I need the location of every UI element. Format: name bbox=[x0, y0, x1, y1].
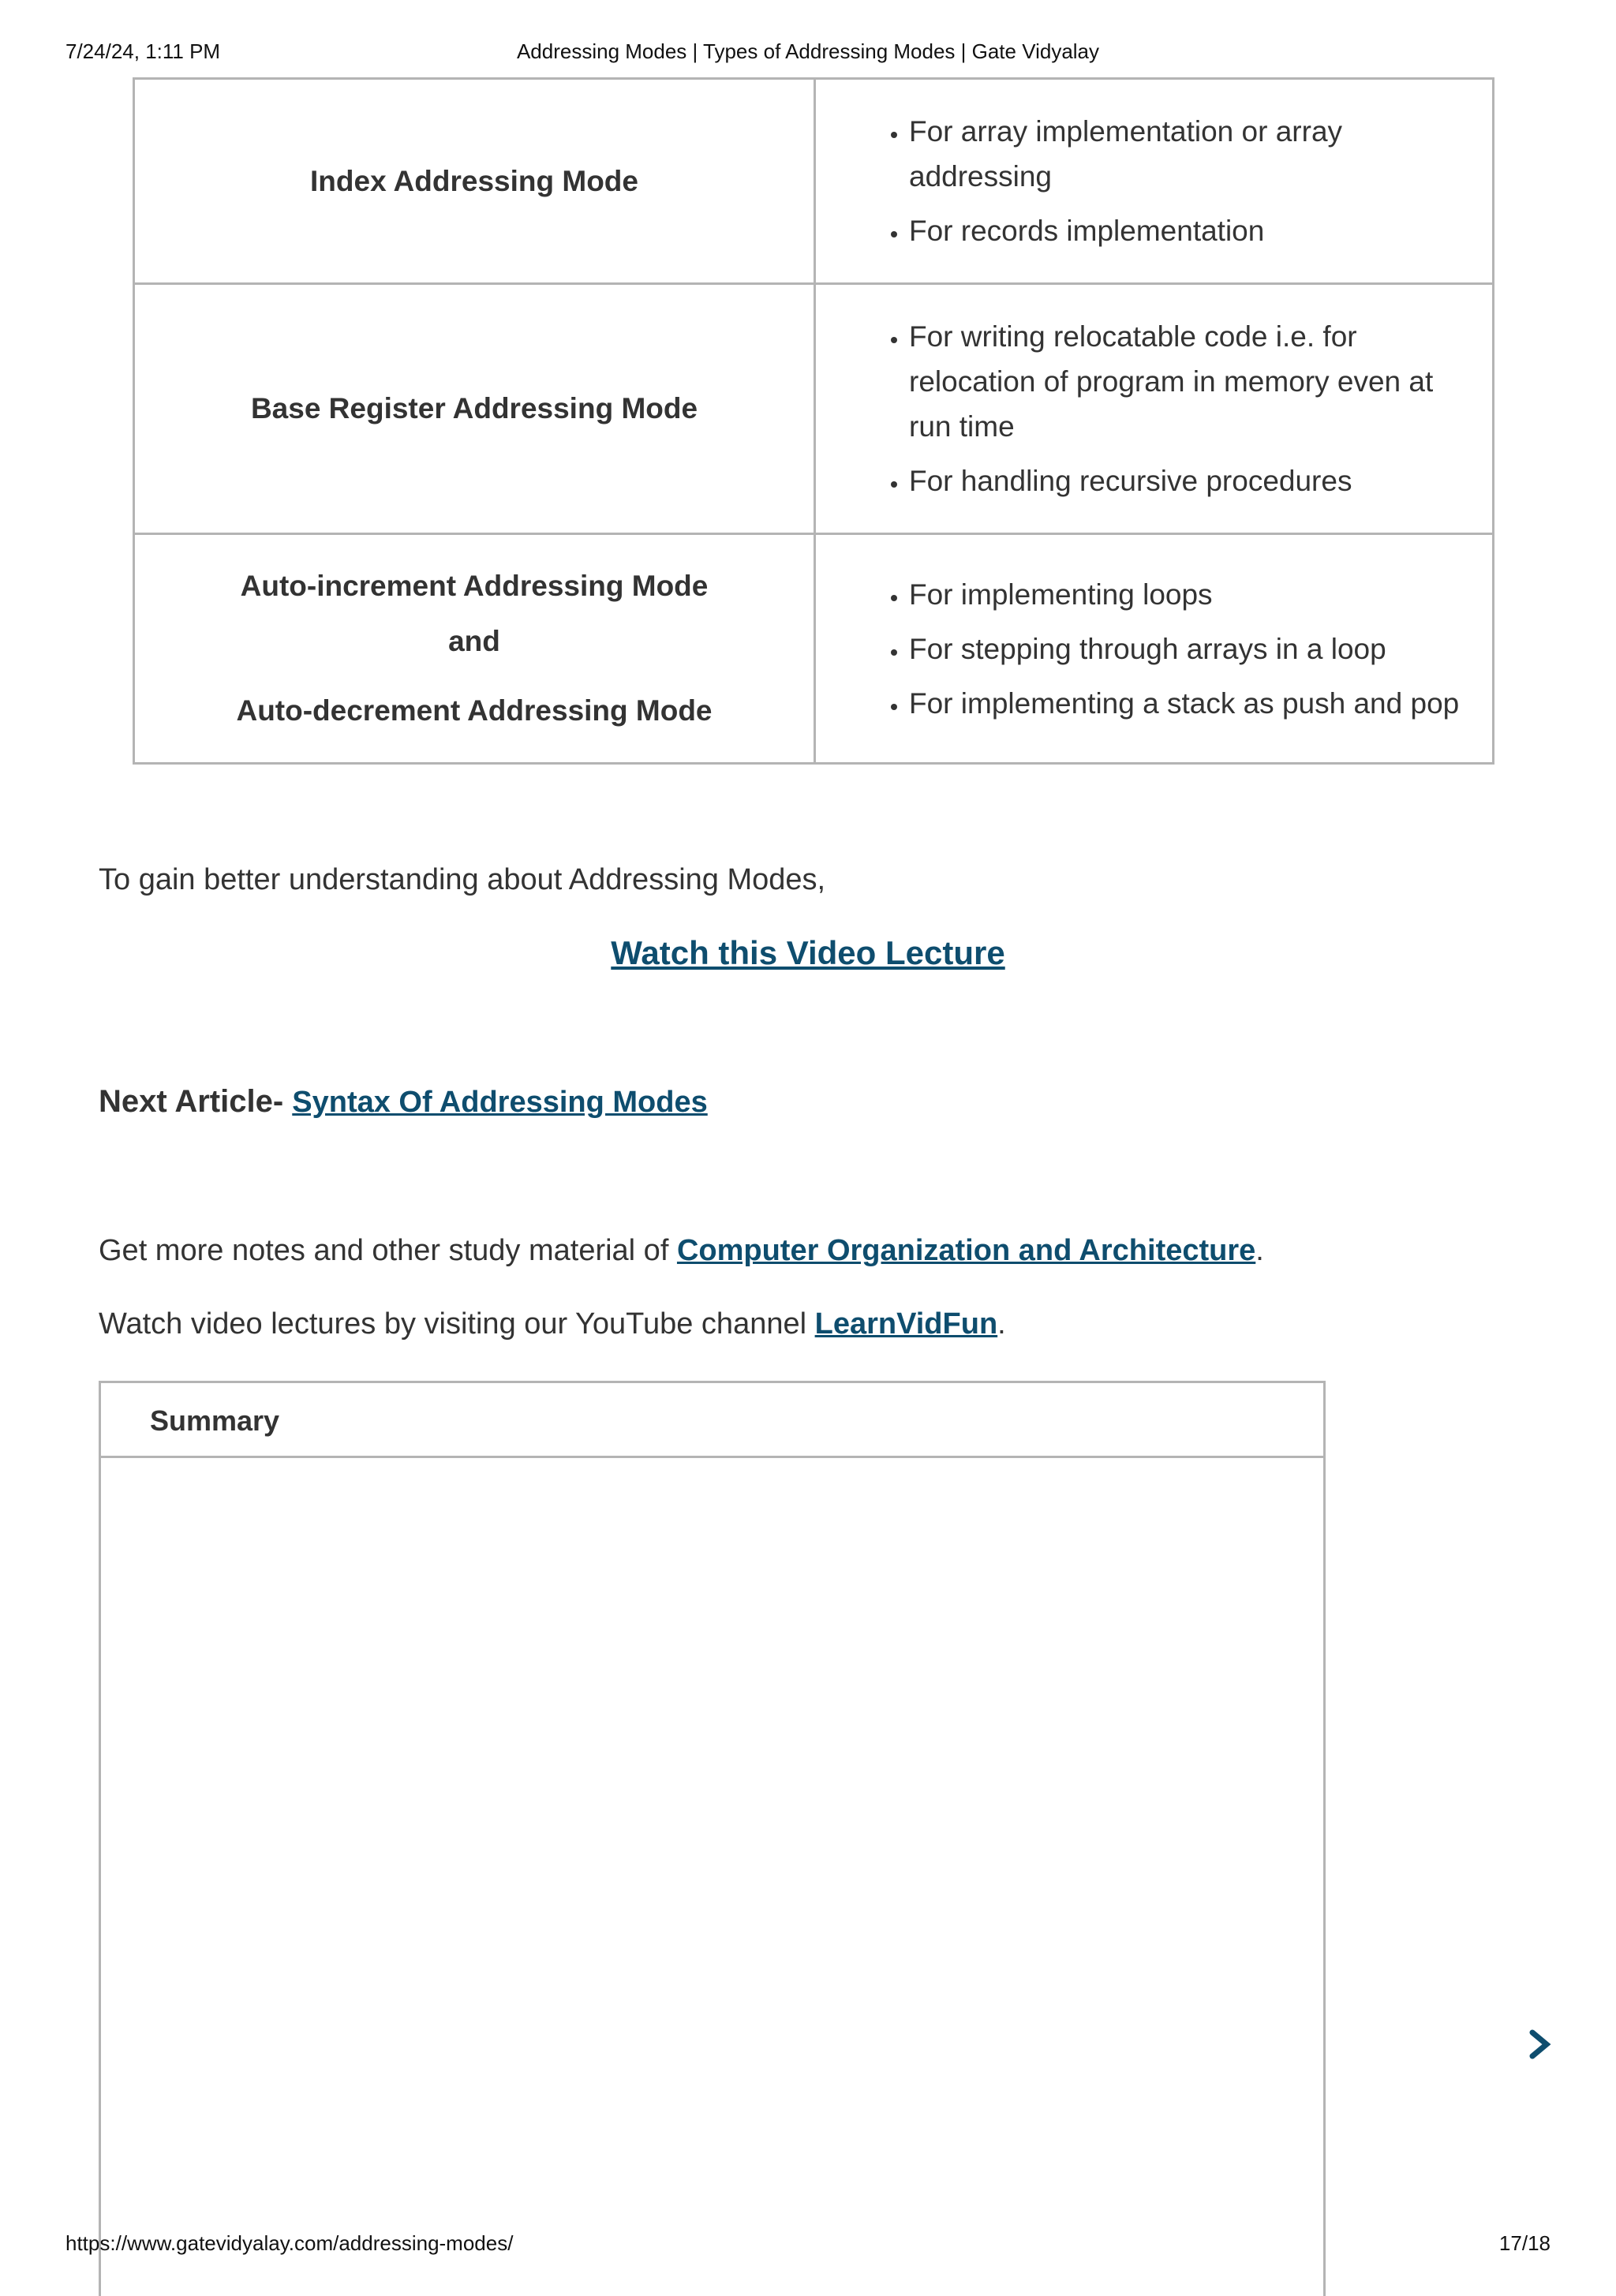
print-header bbox=[0, 39, 1616, 71]
list-item: • For writing relocatable code i.e. for relocation of program in memory even at run time bbox=[909, 314, 1470, 449]
intro-text: To gain better understanding about Addressing Modes, bbox=[99, 863, 826, 896]
table-row bbox=[134, 79, 1494, 284]
mode-name-cell bbox=[134, 534, 815, 764]
watch-video-link[interactable]: Watch this Video Lecture bbox=[611, 934, 1005, 971]
chevron-right-icon[interactable] bbox=[1529, 2029, 1551, 2059]
mode-uses-cell bbox=[815, 284, 1494, 534]
notes-prefix: Get more notes and other study material of bbox=[99, 1234, 669, 1267]
addressing-modes-table bbox=[133, 77, 1494, 765]
next-article-link[interactable]: Syntax Of Addressing Modes bbox=[292, 1086, 708, 1119]
mode-uses-cell bbox=[815, 79, 1494, 284]
youtube-suffix: . bbox=[997, 1307, 1006, 1341]
mode-name-connector: and bbox=[448, 625, 500, 657]
list-item: • For array implementation or array addressing bbox=[909, 109, 1470, 199]
mode-name-cell bbox=[134, 79, 815, 284]
list-item: • For records implementation bbox=[909, 208, 1470, 253]
table-row bbox=[134, 284, 1494, 534]
uses-list bbox=[816, 314, 1470, 503]
uses-list bbox=[816, 572, 1470, 726]
list-item: • For implementing loops bbox=[909, 572, 1470, 617]
print-page-title: Addressing Modes | Types of Addressing Modes | Gate Vidyalay bbox=[516, 39, 1100, 63]
next-article-label: Next Article- bbox=[99, 1084, 284, 1119]
next-article bbox=[99, 1084, 708, 1120]
youtube-channel-link[interactable]: LearnVidFun bbox=[814, 1307, 998, 1341]
mode-name-cell bbox=[134, 284, 815, 534]
youtube-prefix: Watch video lectures by visiting our YouTube channel bbox=[99, 1307, 807, 1341]
video-link-row bbox=[0, 934, 1616, 972]
list-item: • For stepping through arrays in a loop bbox=[909, 626, 1470, 671]
print-url: https://www.gatevidyalay.com/addressing-modes/ bbox=[65, 2231, 514, 2255]
mode-uses-cell bbox=[815, 534, 1494, 764]
uses-list bbox=[816, 109, 1470, 253]
mode-name: Base Register Addressing Mode bbox=[250, 392, 698, 424]
table-row bbox=[134, 534, 1494, 764]
notes-suffix: . bbox=[1255, 1234, 1264, 1267]
print-datetime: 7/24/24, 1:11 PM bbox=[65, 39, 221, 63]
coa-link[interactable]: Computer Organization and Architecture bbox=[676, 1234, 1256, 1267]
print-page-number: 17/18 bbox=[1498, 2231, 1551, 2255]
summary-heading: Summary bbox=[101, 1383, 1323, 1458]
notes-text bbox=[99, 1234, 1264, 1268]
mode-name: Auto-increment Addressing Mode bbox=[240, 570, 709, 602]
list-item: • For handling recursive procedures bbox=[909, 458, 1470, 503]
mode-name: Auto-decrement Addressing Mode bbox=[236, 694, 713, 727]
youtube-text bbox=[99, 1307, 1006, 1341]
summary-box bbox=[99, 1381, 1326, 2296]
mode-name: Index Addressing Mode bbox=[310, 164, 638, 197]
list-item: • For implementing a stack as push and pop bbox=[909, 681, 1470, 726]
